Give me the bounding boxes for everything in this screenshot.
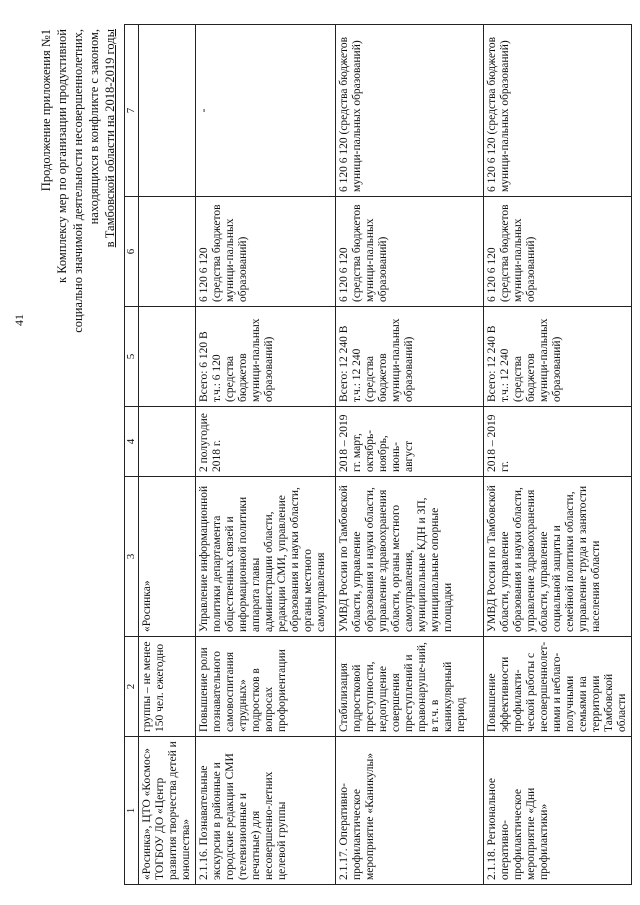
executor: Управление информационной политики департамента общественных связей и информационной политики аппарата главы администрации области, редакции СМИ, управление образования и науки области, органы местного самоуправления	[196, 477, 336, 637]
measure-name: «Росинка», ЦТО «Космос» ТОГБОУ ДО «Центр развития творчества детей и юношества»	[139, 737, 196, 885]
column-number: 5	[125, 307, 139, 407]
measures-table	[124, 24, 632, 885]
table-row	[196, 25, 336, 885]
header-line: к Комплексу мер по организации продуктивной	[55, 29, 69, 283]
expected-result: группы – не менее 150 чел. ежегодно	[139, 637, 196, 737]
column-number: 2	[125, 637, 139, 737]
header-line: в Тамбовской области на 2018-2019 годы	[103, 29, 117, 248]
funding-2019	[139, 25, 196, 197]
header-line: Продолжение приложения №1	[39, 29, 53, 192]
page-number: 41	[12, 314, 26, 326]
column-number-row	[125, 25, 139, 885]
measure-name: 2.1.16. Познавательные экскурсии в районные и городские редакции СМИ (телевизионные и печатные) для несовершенно-летних целевой группы	[196, 737, 336, 885]
column-number: 3	[125, 477, 139, 637]
measure-name: 2.1.18. Региональное оперативно-профилактическое мероприятие «Дни профилактики»	[484, 737, 632, 885]
period	[139, 407, 196, 477]
column-number: 4	[125, 407, 139, 477]
executor: УМВД России по Тамбовской области, управление образования и науки области, управление здравоохранения области, органы местного самоуправления, муниципальные КДН и ЗП, муниципальные опорные площадки	[336, 477, 484, 637]
column-number: 6	[125, 197, 139, 307]
measure-name: 2.1.17. Оперативно-профилактическое мероприятие «Каникулы»	[336, 737, 484, 885]
executor: «Росинка»	[139, 477, 196, 637]
column-number: 1	[125, 737, 139, 885]
expected-result: Повышение роли познавательного самовоспитания «трудных» подростков в вопросах профориентации	[196, 637, 336, 737]
funding-2019: -	[196, 25, 336, 197]
appendix-header	[38, 25, 120, 885]
period: 2018 – 2019 гг.	[484, 407, 632, 477]
funding-2018: 6 120 6 120 (средства бюджетов муници-пальных образований)	[484, 197, 632, 307]
header-line: находящихся в конфликте с законом,	[87, 29, 101, 225]
funding-2019: 6 120 6 120 (средства бюджетов муници-пальных образований)	[484, 25, 632, 197]
funding-2018: 6 120 6 120 (средства бюджетов муници-пальных образований)	[336, 197, 484, 307]
expected-result: Повышение эффективности профилакти-ческой работы с несовершеннолет-ними и неблаго-получными семьями на территории Тамбовской области	[484, 637, 632, 737]
table-row	[336, 25, 484, 885]
header-line: социально значимой деятельности несовершеннолетних,	[71, 29, 85, 333]
expected-result: Стабилизация подростковой преступности, недопущение совершения преступлений и правонаруше-ний, в т.ч. в каникулярный период	[336, 637, 484, 737]
table-row	[484, 25, 632, 885]
funding-2019: 6 120 6 120 (средства бюджетов муници-пальных образований)	[336, 25, 484, 197]
funding-total: Всего: 12 240 В т.ч.: 12 240 (средства бюджетов муници-пальных образований)	[484, 307, 632, 407]
rotated-page	[38, 25, 628, 885]
funding-total	[139, 307, 196, 407]
funding-2018: 6 120 6 120 (средства бюджетов муници-пальных образований)	[196, 197, 336, 307]
executor: УМВД России по Тамбовской области, управление образования и науки области, управление здравоохранения области, управление социальной защиты и семейной политики области, управление труда и занятости населения области	[484, 477, 632, 637]
period: 2018 – 2019 гг. март, октябрь-ноябрь, июнь-август	[336, 407, 484, 477]
table-row	[139, 25, 196, 885]
column-number: 7	[125, 25, 139, 197]
period: 2 полугодие 2018 г.	[196, 407, 336, 477]
funding-total: Всего: 12 240 В т.ч.: 12 240 (средства бюджетов муници-пальных образований)	[336, 307, 484, 407]
funding-total: Всего: 6 120 В т.ч.: 6 120 (средства бюджетов муници-пальных образований)	[196, 307, 336, 407]
funding-2018	[139, 197, 196, 307]
